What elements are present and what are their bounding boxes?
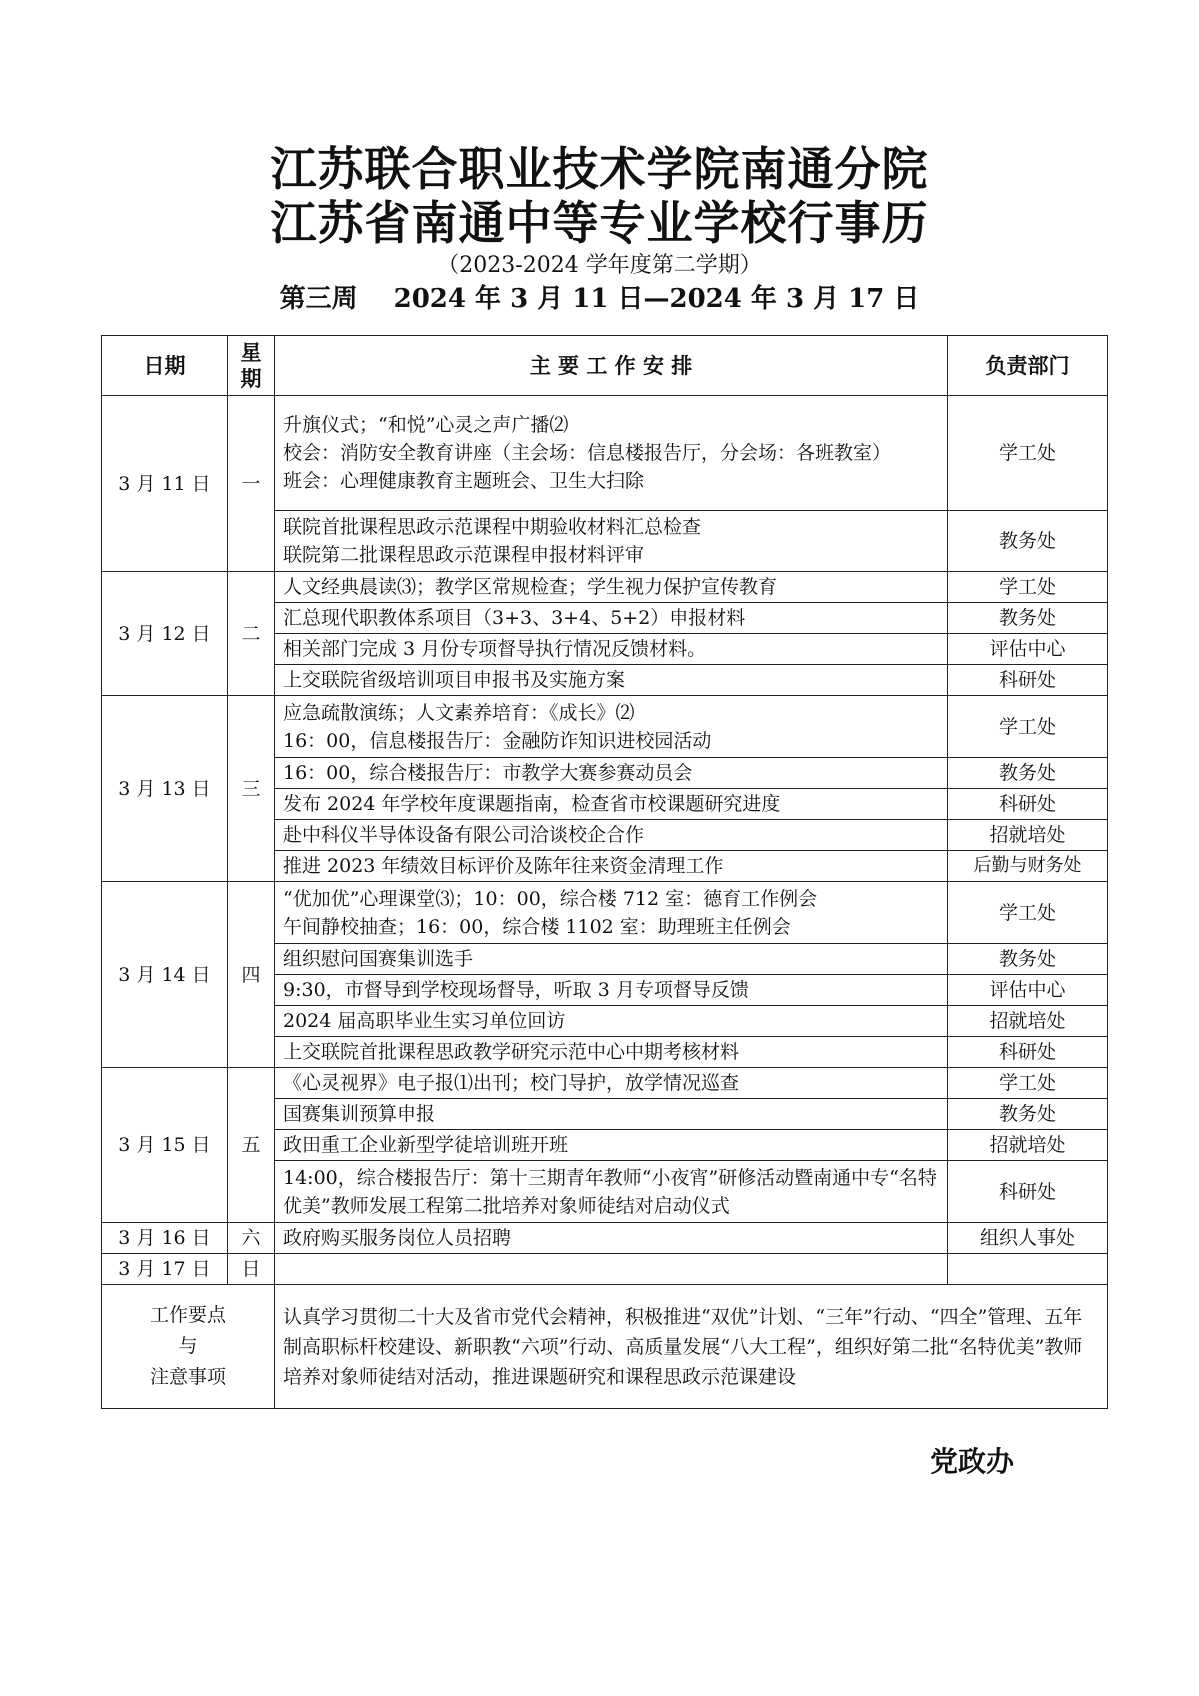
dept-cell: 学工处 <box>948 1068 1108 1099</box>
date-cell: 3 月 11 日 <box>102 396 228 572</box>
dept-cell: 科研处 <box>948 665 1108 696</box>
dept-cell: 教务处 <box>948 511 1108 572</box>
work-line: 午间静校抽查；16：00，综合楼 1102 室：助理班主任例会 <box>283 915 791 938</box>
work-line: 应急疏散演练；人文素养培育：《成长》⑵ <box>283 701 635 724</box>
title-line-1: 江苏联合职业技术学院南通分院 <box>270 142 929 196</box>
weekday-cell: 一 <box>228 396 275 572</box>
work-cell: 《心灵视界》电子报⑴出刊；校门导护，放学情况巡查 <box>275 1068 948 1099</box>
work-line: 16：00，信息楼报告厅：金融防诈知识进校园活动 <box>283 729 712 752</box>
work-line: 升旗仪式；“和悦”心灵之声广播⑵ <box>283 414 569 436</box>
dept-cell: 招就培处 <box>948 820 1108 851</box>
work-cell <box>275 696 948 758</box>
dept-cell: 招就培处 <box>948 1006 1108 1037</box>
work-cell: 相关部门完成 3 月份专项督导执行情况反馈材料。 <box>275 634 948 665</box>
work-line: 班会：心理健康教育主题班会、卫生大扫除 <box>283 470 645 492</box>
work-line: “优加优”心理课堂⑶；10：00，综合楼 712 室：德育工作例会 <box>283 887 818 910</box>
table-row <box>102 882 1108 944</box>
date-cell: 3 月 16 日 <box>102 1223 228 1254</box>
dept-cell: 教务处 <box>948 944 1108 975</box>
dept-cell: 招就培处 <box>948 1130 1108 1161</box>
weekday-cell: 五 <box>228 1068 275 1223</box>
work-cell <box>275 1254 948 1285</box>
header-work: 主 要 工 作 安 排 <box>275 336 948 396</box>
weekday-cell: 二 <box>228 572 275 696</box>
work-line: 联院首批课程思政示范课程中期验收材料汇总检查 <box>283 516 702 538</box>
semester-subtitle: （2023-2024 学年度第二学期） <box>437 253 762 278</box>
work-cell: 国赛集训预算申报 <box>275 1099 948 1130</box>
notes-label-line: 注意事项 <box>149 1366 226 1388</box>
work-cell: 组织慰问国赛集训选手 <box>275 944 948 975</box>
dept-cell: 教务处 <box>948 603 1108 634</box>
dept-cell: 科研处 <box>948 789 1108 820</box>
dept-cell: 学工处 <box>948 882 1108 944</box>
dept-cell: 教务处 <box>948 758 1108 789</box>
date-cell: 3 月 17 日 <box>102 1254 228 1285</box>
date-cell: 3 月 13 日 <box>102 696 228 882</box>
header-weekday <box>228 336 275 396</box>
notes-label <box>102 1285 275 1409</box>
header-weekday-text: 星期 <box>240 340 262 391</box>
table-row <box>102 1254 1108 1285</box>
dept-cell: 科研处 <box>948 1037 1108 1068</box>
dept-cell: 科研处 <box>948 1161 1108 1223</box>
dept-cell: 后勤与财务处 <box>948 851 1108 882</box>
date-cell: 3 月 12 日 <box>102 572 228 696</box>
header-dept: 负责部门 <box>948 336 1108 396</box>
work-cell: 推进 2023 年绩效目标评价及陈年往来资金清理工作 <box>275 851 948 882</box>
work-cell: 发布 2024 年学校年度课题指南，检查省市校课题研究进度 <box>275 789 948 820</box>
notes-text: 认真学习贯彻二十大及省市党代会精神，积极推进“双优”计划、“三年”行动、“四全”管理、五年制高职标杆校建设、新职教“六项”行动、高质量发展“八大工程”，组织好第二批“名特优美”教师培养对象师徒结对活动，推进课题研究和课程思政示范课建设 <box>275 1285 1108 1409</box>
schedule-table <box>101 335 1108 1409</box>
signature: 党政办 <box>930 1445 1015 1478</box>
dept-cell: 教务处 <box>948 1099 1108 1130</box>
table-row <box>102 1068 1108 1099</box>
dept-cell: 学工处 <box>948 396 1108 511</box>
dept-cell: 组织人事处 <box>948 1223 1108 1254</box>
title-line-2: 江苏省南通中等专业学校行事历 <box>270 196 929 250</box>
table-row <box>102 696 1108 758</box>
dept-cell: 评估中心 <box>948 634 1108 665</box>
work-cell <box>275 511 948 572</box>
header-date: 日期 <box>102 336 228 396</box>
work-cell: 人文经典晨读⑶；教学区常规检查；学生视力保护宣传教育 <box>275 572 948 603</box>
weekday-cell: 四 <box>228 882 275 1068</box>
work-cell: 赴中科仪半导体设备有限公司洽谈校企合作 <box>275 820 948 851</box>
table-row <box>102 1223 1108 1254</box>
work-cell <box>275 882 948 944</box>
work-cell: 上交联院省级培训项目申报书及实施方案 <box>275 665 948 696</box>
work-cell: 汇总现代职教体系项目（3+3、3+4、5+2）申报材料 <box>275 603 948 634</box>
week-label: 第三周 <box>279 284 358 314</box>
date-cell: 3 月 14 日 <box>102 882 228 1068</box>
dept-cell: 学工处 <box>948 696 1108 758</box>
week-heading <box>0 282 1199 316</box>
work-cell: 政田重工企业新型学徒培训班开班 <box>275 1130 948 1161</box>
work-cell: 16：00，综合楼报告厅：市教学大赛参赛动员会 <box>275 758 948 789</box>
notes-label-line: 工作要点 <box>149 1304 226 1326</box>
table-row <box>102 572 1108 603</box>
work-cell: 9:30，市督导到学校现场督导，听取 3 月专项督导反馈 <box>275 975 948 1006</box>
table-header-row <box>102 336 1108 396</box>
notes-label-line: 与 <box>178 1335 198 1357</box>
weekday-cell: 三 <box>228 696 275 882</box>
week-range: 2024 年 3 月 11 日—2024 年 3 月 17 日 <box>393 284 920 314</box>
date-cell: 3 月 15 日 <box>102 1068 228 1223</box>
dept-cell <box>948 1254 1108 1285</box>
work-cell <box>275 396 948 511</box>
work-cell: 上交联院首批课程思政教学研究示范中心中期考核材料 <box>275 1037 948 1068</box>
work-cell: 14:00，综合楼报告厅：第十三期青年教师“小夜宵”研修活动暨南通中专“名特优美”教师发展工程第二批培养对象师徒结对启动仪式 <box>275 1161 948 1223</box>
notes-row <box>102 1285 1108 1409</box>
work-line: 联院第二批课程思政示范课程申报材料评审 <box>283 544 645 566</box>
weekday-cell: 六 <box>228 1223 275 1254</box>
work-cell: 2024 届高职毕业生实习单位回访 <box>275 1006 948 1037</box>
work-cell: 政府购买服务岗位人员招聘 <box>275 1223 948 1254</box>
weekday-cell: 日 <box>228 1254 275 1285</box>
work-line: 校会：消防安全教育讲座（主会场：信息楼报告厅，分会场：各班教室） <box>283 442 892 464</box>
dept-cell: 学工处 <box>948 572 1108 603</box>
dept-cell: 评估中心 <box>948 975 1108 1006</box>
table-row <box>102 396 1108 511</box>
